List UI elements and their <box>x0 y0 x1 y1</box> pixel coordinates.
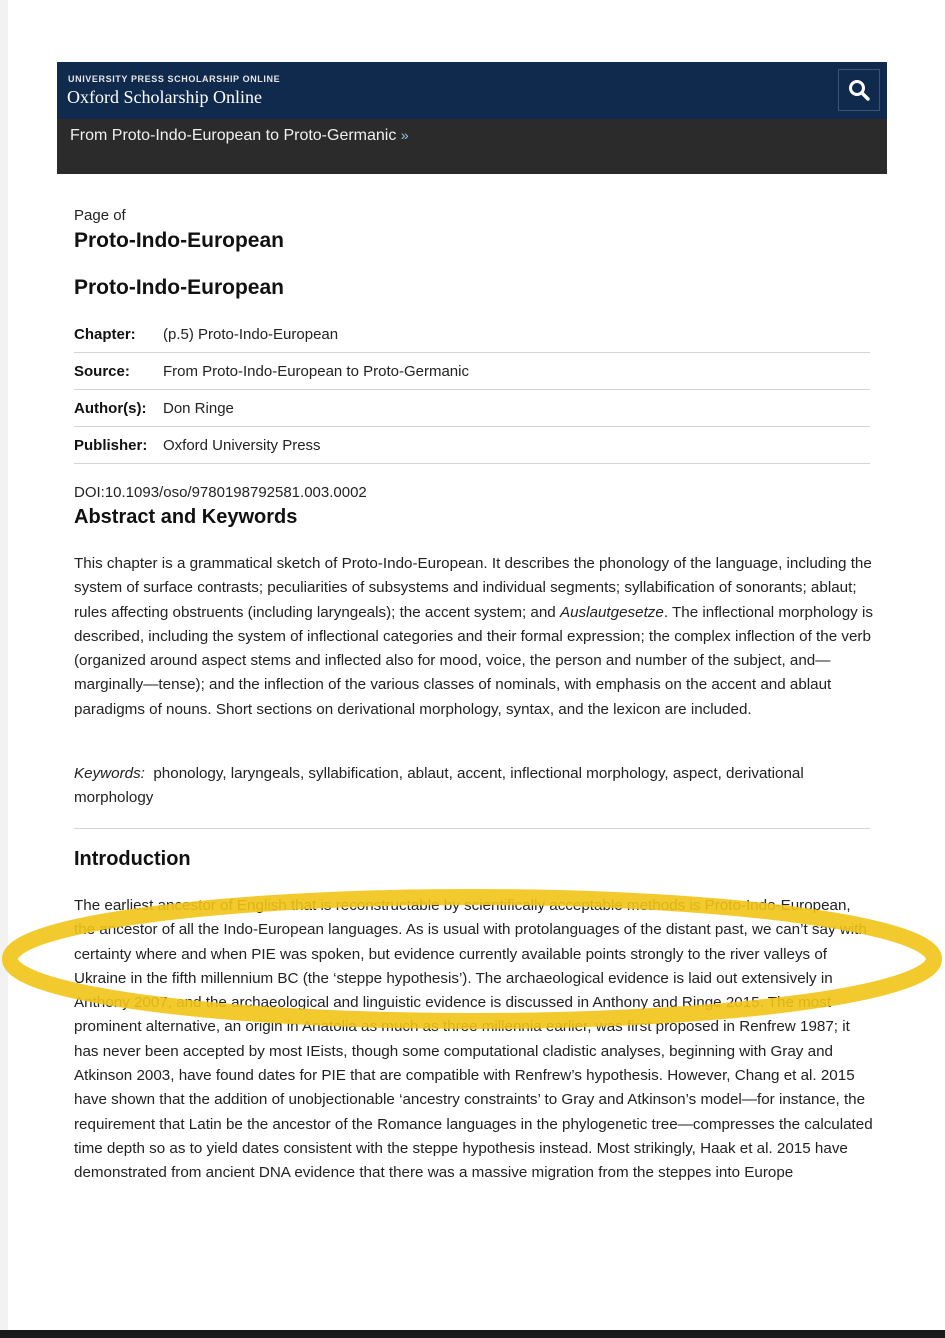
meta-value: (p.5) Proto-Indo-European <box>163 326 339 343</box>
page-frame-bottom <box>0 1330 945 1338</box>
meta-value: Oxford University Press <box>163 437 321 454</box>
abstract-text-part2: . The inflectional morphology is described, including the system of inflectional categories and their formal expression; the complex inflection of the verb (organized around aspect stems and inflected also for mood, voice, the person and number of the subject, and—marginally—tense); and the inflection of the various classes of nominals, with emphasis on the accent and ablaut paradigms of nouns. Short sections on derivational morphology, syntax, and the lexicon are included. <box>74 603 873 718</box>
brand-logo-text[interactable]: Oxford Scholarship Online <box>67 87 262 107</box>
abstract-text-part1: This chapter is a grammatical sketch of Proto-Indo-European. It describes the phonology of the language, including the system of surface contrasts; peculiarities of subsystems and individual segments; syllabification of sonorants; ablaut; rules affecting obstruents (including laryngeals); the accent system; and <box>74 555 872 621</box>
page-of-label: Page of <box>74 207 126 224</box>
keywords-list: phonology, laryngeals, syllabification, ablaut, accent, inflectional morphology, aspect, derivational morphology <box>74 765 804 807</box>
meta-author-link[interactable]: Don Ringe <box>163 400 234 417</box>
introduction-paragraph: The earliest ancestor of English that is reconstructable by scientifically acceptable methods is Proto-Indo-European, the ancestor of all the Indo-European languages. As is usual with protolanguages of the distant past, we can’t say with certainty where and when PIE was spoken, but evidence currently available points strongly to the river valleys of Ukraine in the fifth millennium BC (the ‘steppe hypothesis’). The archaeological evidence is laid out extensively in Anthony 2007, and the archaeological and linguistic evidence is discussed in Anthony and Ringe 2015. The most prominent alternative, an origin in Anatolia as much as three millennia earlier, was first proposed in Renfrew 1987; it has never been accepted by most IEists, though some computational cladistic analyses, beginning with Gray and Atkinson 2003, have found dates for PIE that are compatible with Renfrew’s hypothesis. However, Chang et al. 2015 have shown that the addition of unobjectionable ‘ancestry constraints’ to Gray and Atkinson’s model—for instance, the requirement that Latin be the ancestor of the Romance languages in the phylogenetic tree—compresses the calculated time depth so as to yield dates consistent with the steppe hypothesis instead. Most strikingly, Haak et al. 2015 have demonstrated from ancient DNA evidence that there was a massive migration from the steppes into Europe <box>74 897 873 1182</box>
meta-row-source <box>74 353 870 390</box>
abstract-text-italic: Auslautgesetze <box>559 603 664 621</box>
section-divider <box>74 828 870 829</box>
search-button[interactable] <box>838 69 880 111</box>
breadcrumb-bar <box>57 119 887 174</box>
breadcrumb-arrow-icon: » <box>400 127 409 143</box>
breadcrumb-label: From Proto-Indo-European to Proto-Germanic <box>70 127 397 144</box>
meta-row-chapter <box>74 316 870 353</box>
page-frame-left <box>0 0 8 1338</box>
meta-row-publisher <box>74 427 870 464</box>
meta-label: Chapter: <box>74 326 136 343</box>
meta-source-link[interactable]: From Proto-Indo-European to Proto-Germanic <box>163 363 469 380</box>
meta-label: Author(s): <box>74 400 147 417</box>
keywords-label: Keywords: <box>74 765 145 782</box>
chapter-title: Proto-Indo-European <box>74 276 284 299</box>
search-icon <box>847 78 871 102</box>
abstract-paragraph <box>74 552 874 722</box>
page-title: Proto-Indo-European <box>74 229 284 252</box>
meta-label: Source: <box>74 363 130 380</box>
brand-tagline: UNIVERSITY PRESS SCHOLARSHIP ONLINE <box>68 74 281 84</box>
keywords-paragraph <box>74 762 874 811</box>
introduction-heading: Introduction <box>74 848 191 870</box>
meta-row-authors <box>74 390 870 427</box>
meta-label: Publisher: <box>74 437 148 454</box>
abstract-heading: Abstract and Keywords <box>74 506 298 528</box>
breadcrumb-book-link[interactable] <box>70 127 409 145</box>
site-header <box>57 62 887 119</box>
doi-text: DOI:10.1093/oso/9780198792581.003.0002 <box>74 484 367 501</box>
